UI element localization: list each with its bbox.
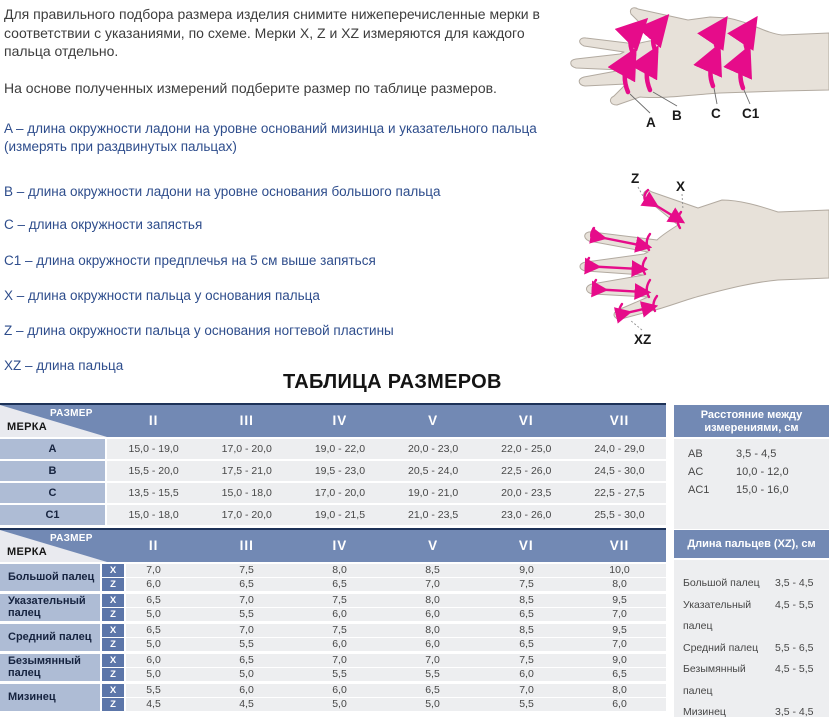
finger-length-value: 3,5 - 4,5 <box>775 706 814 717</box>
table-row-c1 <box>0 505 666 525</box>
table-cell: 4,5 <box>146 698 161 710</box>
table-cell: 6,0 <box>332 608 347 620</box>
table-cell: 6,5 <box>519 608 534 620</box>
table-cell: 6,0 <box>239 684 254 696</box>
finger-row-pinky <box>0 684 666 711</box>
table-cell: 6,0 <box>332 684 347 696</box>
row-label: B <box>0 461 105 481</box>
table-cell: 5,5 <box>519 698 534 710</box>
measure-def-c1: C1 – длина окружности предплечья на 5 см выше запяться <box>4 253 376 268</box>
table-cell: 19,0 - 22,0 <box>314 443 366 455</box>
size-column-header: VII <box>609 538 630 553</box>
size-column-header: III <box>239 413 254 428</box>
table-cell: 20,5 - 24,0 <box>408 465 459 477</box>
diagram-label-c: C <box>711 106 721 121</box>
table-cell: 13,5 - 15,5 <box>128 487 179 499</box>
finger-length-value: 3,5 - 4,5 <box>775 577 814 589</box>
size-column-header: IV <box>332 538 348 553</box>
size-column-header: III <box>239 538 254 553</box>
table-cell: 7,0 <box>239 624 254 636</box>
diagram-label-b: B <box>672 108 682 123</box>
table-cell: 6,5 <box>519 638 534 650</box>
table-row-a <box>0 439 666 459</box>
measure-def-b: B – длина окружности ладони на уровне основания большого пальца <box>4 184 441 199</box>
distance-panel <box>674 405 829 529</box>
table-cell: 5,5 <box>425 668 440 680</box>
table-cell: 22,5 - 26,0 <box>501 465 552 477</box>
table-cell: 25,5 - 30,0 <box>594 509 645 521</box>
table-cell: 5,0 <box>425 698 440 710</box>
table-cell: 6,0 <box>425 638 440 650</box>
table-cell: 7,0 <box>332 654 347 666</box>
table-cell: 9,0 <box>612 654 627 666</box>
table-cell: 6,5 <box>425 684 440 696</box>
diagram-label-xz: XZ <box>634 332 652 347</box>
hand-silhouette <box>571 8 829 105</box>
table-cell: 24,0 - 29,0 <box>594 443 645 455</box>
table-cell: 21,0 - 23,5 <box>408 509 459 521</box>
finger-name: Мизинец <box>0 684 100 711</box>
x-badge: X <box>102 564 124 577</box>
table-cell: 8,0 <box>332 564 347 576</box>
distance-label: AC1 <box>688 484 710 496</box>
x-badge: X <box>102 624 124 637</box>
table-cell: 22,5 - 27,5 <box>594 487 645 499</box>
finger-row-ring <box>0 654 666 681</box>
distance-row-ab <box>674 445 829 463</box>
diagram-label-z: Z <box>631 171 640 186</box>
table-cell: 15,0 - 18,0 <box>128 509 179 521</box>
table-cell: 8,0 <box>612 684 627 696</box>
table2-corner-cell <box>0 530 107 562</box>
table-cell: 6,0 <box>612 698 627 710</box>
table-cell: 7,5 <box>332 594 347 606</box>
table-cell: 10,0 <box>609 564 630 576</box>
measure-def-x: X – длина окружности пальца у основания пальца <box>4 288 320 303</box>
finger-name: Средний палец <box>0 624 100 651</box>
finger-length-row <box>674 702 829 717</box>
size-column-header: VII <box>609 413 630 428</box>
finger-length-label: Безымянный палец <box>683 663 746 697</box>
table-cell: 15,0 - 19,0 <box>128 443 179 455</box>
table-cell: 20,0 - 23,0 <box>408 443 459 455</box>
table-cell: 7,0 <box>146 564 161 576</box>
finger-length-label: Указательный палец <box>683 598 752 632</box>
size-column-header: VI <box>518 538 534 553</box>
table-cell: 7,0 <box>239 594 254 606</box>
table-cell: 5,5 <box>239 608 254 620</box>
table-cell: 6,5 <box>239 578 254 590</box>
finger-length-row <box>674 595 829 638</box>
table-row-b <box>0 461 666 481</box>
finger-length-value: 4,5 - 5,5 <box>775 598 814 611</box>
z-badge: Z <box>102 578 124 591</box>
z-badge: Z <box>102 638 124 651</box>
diagram-label-a: A <box>646 115 656 130</box>
row-label: C <box>0 483 105 503</box>
table-cell: 17,5 - 21,0 <box>221 465 272 477</box>
table-cell: 8,0 <box>612 578 627 590</box>
table-cell: 5,0 <box>146 608 161 620</box>
table-cell: 23,0 - 26,0 <box>501 509 552 521</box>
corner-measure-label: МЕРКА <box>7 546 47 558</box>
z-badge: Z <box>102 608 124 621</box>
size-column-header: V <box>428 538 439 553</box>
distance-row-ac1 <box>674 481 829 499</box>
hand-diagram-fingers <box>560 150 829 350</box>
distance-label: AC <box>688 466 704 478</box>
hand-diagram-circumferences <box>560 0 829 148</box>
table-cell: 8,5 <box>519 624 534 636</box>
table-cell: 6,5 <box>146 594 161 606</box>
table-cell: 5,0 <box>239 668 254 680</box>
table-cell: 17,0 - 20,0 <box>221 443 272 455</box>
table-cell: 9,0 <box>519 564 534 576</box>
table-cell: 7,5 <box>332 624 347 636</box>
table-cell: 8,5 <box>425 564 440 576</box>
table-cell: 6,5 <box>332 578 347 590</box>
x-badge: X <box>102 594 124 607</box>
table-cell: 17,0 - 20,0 <box>314 487 366 499</box>
finger-row-index <box>0 594 666 621</box>
table-cell: 20,0 - 23,5 <box>501 487 552 499</box>
size-table-title: ТАБЛИЦА РАЗМЕРОВ <box>283 371 502 393</box>
diagram-label-c1: C1 <box>742 106 760 121</box>
finger-length-label: Большой палец <box>683 577 760 589</box>
table-cell: 6,5 <box>239 654 254 666</box>
table1-header <box>0 405 666 437</box>
size-column-header: VI <box>518 413 534 428</box>
table-cell: 5,5 <box>239 638 254 650</box>
diagram-label-x: X <box>676 179 686 194</box>
finger-name: Большой палец <box>0 564 100 591</box>
row-label: C1 <box>0 505 105 525</box>
measure-def-c: C – длина окружности запястья <box>4 217 203 232</box>
table-cell: 19,0 - 21,5 <box>314 509 366 521</box>
table2-header <box>0 530 666 562</box>
finger-length-row <box>674 638 829 660</box>
table-cell: 9,5 <box>612 624 627 636</box>
table-cell: 8,5 <box>519 594 534 606</box>
measure-def-z: Z – длина окружности пальца у основания ногтевой пластины <box>4 323 394 338</box>
table-cell: 5,0 <box>332 698 347 710</box>
table-cell: 6,5 <box>612 668 627 680</box>
table-cell: 7,5 <box>239 564 254 576</box>
finger-length-row <box>674 573 829 595</box>
table-cell: 17,0 - 20,0 <box>221 509 272 521</box>
distance-panel-title: Расстояние между измерениями, см <box>674 405 829 437</box>
table-cell: 8,0 <box>425 594 440 606</box>
intro-paragraph-2: На основе полученных измерений подберите размер по таблице размеров. <box>4 80 497 96</box>
table-cell: 7,0 <box>612 608 627 620</box>
size-column-header: IV <box>332 413 348 428</box>
table-cell: 4,5 <box>239 698 254 710</box>
corner-measure-label: МЕРКА <box>7 421 47 433</box>
corner-size-label: РАЗМЕР <box>50 533 93 544</box>
table-cell: 15,5 - 20,0 <box>128 465 179 477</box>
finger-length-row <box>674 659 829 702</box>
finger-length-label: Средний палец <box>683 641 759 654</box>
table-cell: 5,5 <box>146 684 161 696</box>
table-cell: 9,5 <box>612 594 627 606</box>
finger-row-thumb <box>0 564 666 591</box>
z-badge: Z <box>102 668 124 681</box>
distance-value: 3,5 - 4,5 <box>736 448 777 460</box>
finger-row-middle <box>0 624 666 651</box>
table-cell: 7,0 <box>612 638 627 650</box>
x-badge: X <box>102 654 124 667</box>
table-cell: 7,0 <box>425 578 440 590</box>
table-cell: 6,5 <box>146 624 161 636</box>
table-cell: 19,0 - 21,0 <box>408 487 459 499</box>
table-cell: 5,0 <box>146 668 161 680</box>
measure-def-a: A – длина окружности ладони на уровне оснований мизинца и указательного пальца (измерять при раздвинутых пальцах) <box>4 121 537 154</box>
finger-length-value: 5,5 - 6,5 <box>775 641 814 654</box>
intro-paragraph: Для правильного подбора размера изделия снимите нижеперечисленные мерки в соответствии с указаниями, по схеме. Мерки X, Z и XZ измеряются для каждого пальца отдельно. <box>4 6 540 59</box>
finger-length-label: Мизинец <box>683 706 726 717</box>
size-column-header: II <box>148 413 159 428</box>
finger-name: Указательный палец <box>0 594 100 621</box>
table-cell: 7,0 <box>519 684 534 696</box>
table-cell: 19,5 - 23,0 <box>314 465 366 477</box>
table-cell: 5,5 <box>332 668 347 680</box>
table-cell: 6,0 <box>519 668 534 680</box>
table-cell: 7,5 <box>519 578 534 590</box>
table-cell: 6,0 <box>146 578 161 590</box>
table-row-c <box>0 483 666 503</box>
table-cell: 8,0 <box>425 624 440 636</box>
table-cell: 7,0 <box>425 654 440 666</box>
x-badge: X <box>102 684 124 697</box>
table-cell: 24,5 - 30,0 <box>594 465 645 477</box>
finger-length-value: 4,5 - 5,5 <box>775 663 814 675</box>
table-cell: 6,0 <box>425 608 440 620</box>
z-badge: Z <box>102 698 124 711</box>
table-cell: 22,0 - 25,0 <box>501 443 552 455</box>
corner-size-label: РАЗМЕР <box>50 408 93 419</box>
finger-name: Безымянный палец <box>0 654 100 681</box>
hand-silhouette <box>580 191 829 320</box>
table1-corner-cell <box>0 405 107 437</box>
table-cell: 6,0 <box>146 654 161 666</box>
row-label: A <box>0 439 105 459</box>
table-cell: 15,0 - 18,0 <box>221 487 272 499</box>
distance-value: 10,0 - 12,0 <box>736 466 789 478</box>
size-column-header: II <box>148 538 159 553</box>
table-cell: 5,0 <box>146 638 161 650</box>
table-cell: 7,5 <box>519 654 534 666</box>
finger-length-panel <box>674 530 829 717</box>
finger-length-panel-title: Длина пальцев (XZ), см <box>674 530 829 558</box>
distance-label: AB <box>688 448 703 460</box>
distance-row-ac <box>674 463 829 481</box>
measure-def-xz: XZ – длина пальца <box>4 358 124 373</box>
distance-value: 15,0 - 16,0 <box>736 484 789 496</box>
table-cell: 6,0 <box>332 638 347 650</box>
size-column-header: V <box>428 413 439 428</box>
